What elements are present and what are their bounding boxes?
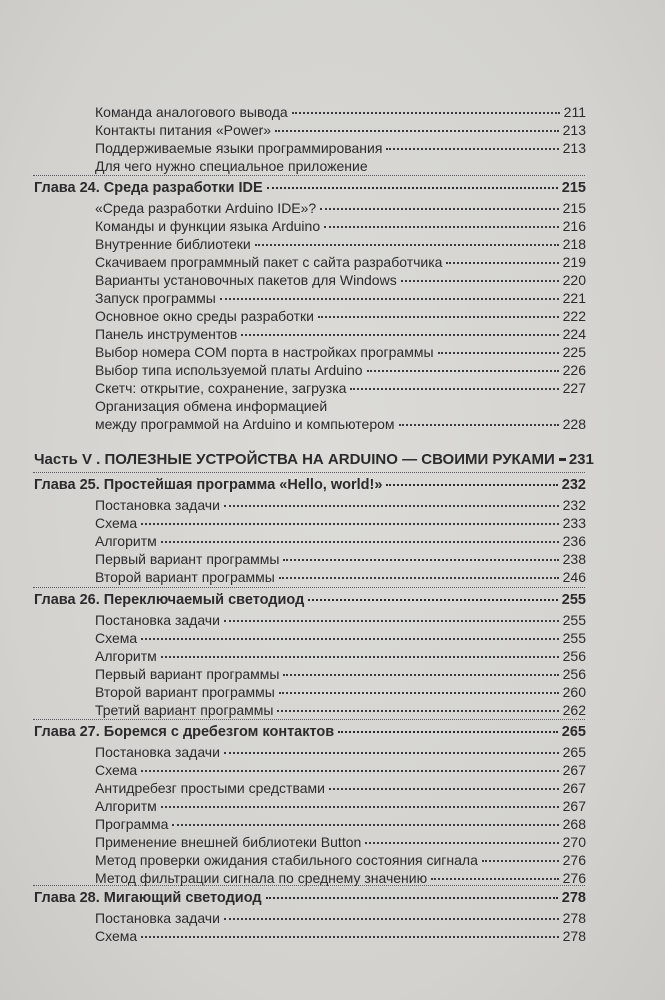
toc-entry[interactable] — [95, 816, 586, 832]
toc-page-number: 267 — [562, 762, 586, 778]
toc-entry[interactable] — [95, 380, 586, 396]
toc-page-number: 268 — [562, 816, 586, 832]
toc-entry[interactable] — [95, 326, 586, 342]
toc-page-number: 219 — [562, 254, 586, 270]
toc-entry[interactable] — [95, 272, 586, 288]
toc-page-number: 224 — [562, 326, 586, 342]
toc-entry-title: Глава 24. Среда разработки IDE — [34, 180, 263, 196]
section-divider — [33, 175, 585, 176]
section-divider — [33, 885, 585, 886]
dot-leader — [324, 226, 559, 228]
toc-page-number: 222 — [562, 308, 586, 324]
toc-entry-title: Для чего нужно специальное приложение — [95, 158, 368, 174]
toc-entry[interactable] — [95, 416, 586, 432]
dot-leader — [275, 130, 559, 132]
toc-part-entry[interactable] — [34, 451, 594, 468]
toc-entry-title: Первый вариант программы — [95, 551, 280, 567]
dot-leader — [172, 824, 558, 826]
dot-leader — [559, 458, 565, 461]
toc-entry[interactable] — [95, 140, 586, 156]
toc-entry-title: Глава 27. Боремся с дребезгом контактов — [34, 724, 335, 740]
toc-entry-title: между программой на Arduino и компьютером — [95, 416, 395, 432]
toc-entry-title: Глава 26. Переключаемый светодиод — [34, 592, 305, 608]
toc-entry-title: Схема — [95, 762, 138, 778]
dot-leader — [279, 692, 559, 694]
toc-chapter-entry[interactable] — [34, 592, 586, 608]
toc-entry-title: Команды и функции языка Arduino — [95, 218, 321, 234]
toc-page-number: 238 — [562, 551, 586, 567]
toc-entry[interactable] — [95, 630, 586, 646]
toc-entry[interactable] — [95, 928, 586, 944]
dot-leader — [267, 187, 558, 189]
toc-entry[interactable] — [95, 122, 586, 138]
toc-entry[interactable] — [95, 870, 586, 886]
dot-leader — [482, 860, 559, 862]
toc-entry-title: Команда аналогового вывода — [95, 104, 288, 120]
toc-page-number: 226 — [562, 362, 586, 378]
toc-entry-title: Варианты установочных пакетов для Windows — [95, 272, 397, 288]
dot-leader — [283, 674, 558, 676]
toc-page-number: 267 — [562, 798, 586, 814]
toc-entry-title: Метод фильтрации сигнала по среднему значению — [95, 870, 428, 886]
toc-chapter-entry[interactable] — [34, 477, 586, 493]
dot-leader — [224, 918, 559, 920]
toc-entry[interactable] — [95, 200, 586, 216]
dot-leader — [386, 484, 557, 486]
toc-entry-title: Антидребезг простыми средствами — [95, 780, 325, 796]
toc-page-number: 267 — [562, 780, 586, 796]
toc-entry[interactable] — [95, 308, 586, 324]
toc-page-number: 228 — [562, 416, 586, 432]
toc-entry[interactable] — [95, 104, 586, 120]
toc-page-number: 278 — [562, 928, 586, 944]
toc-entry-title: Схема — [95, 928, 138, 944]
dot-leader — [141, 770, 558, 772]
toc-page-number: 256 — [562, 666, 586, 682]
toc-entry-title: Второй вариант программы — [95, 569, 275, 585]
dot-leader — [141, 936, 558, 938]
toc-page-number: 236 — [562, 533, 586, 549]
toc-entry-title: Применение внешней библиотеки Button — [95, 834, 362, 850]
toc-page-number: 276 — [562, 852, 586, 868]
toc-page-number: 216 — [562, 218, 586, 234]
toc-entry[interactable] — [95, 362, 586, 378]
toc-page-number: 231 — [568, 451, 594, 468]
toc-page-number: 260 — [562, 684, 586, 700]
toc-entry[interactable] — [95, 344, 586, 360]
toc-entry-title: Основное окно среды разработки — [95, 308, 315, 324]
dot-leader — [241, 334, 558, 336]
dot-leader — [350, 388, 558, 390]
toc-page-number: 233 — [562, 515, 586, 531]
toc-entry-title: Алгоритм — [95, 648, 157, 664]
toc-entry[interactable] — [95, 666, 586, 682]
toc-entry[interactable] — [95, 762, 586, 778]
toc-entry-title: Скачиваем программный пакет с сайта разработчика — [95, 254, 443, 270]
toc-entry[interactable] — [95, 702, 586, 718]
toc-entry-title: Алгоритм — [95, 533, 157, 549]
toc-page-number: 232 — [562, 497, 586, 513]
toc-entry-title: Скетч: открытие, сохранение, загрузка — [95, 380, 347, 396]
dot-leader — [365, 842, 558, 844]
section-divider — [33, 587, 585, 588]
dot-leader — [141, 638, 558, 640]
toc-page-number: 278 — [562, 910, 586, 926]
toc-entry-title: Схема — [95, 630, 138, 646]
toc-entry-title: Постановка задачи — [95, 744, 220, 760]
dot-leader — [161, 806, 559, 808]
toc-entry[interactable] — [95, 780, 586, 796]
toc-entry-title: Метод проверки ожидания стабильного состояния сигнала — [95, 852, 478, 868]
toc-page-number: 213 — [562, 122, 586, 138]
toc-page-number: 265 — [562, 744, 586, 760]
toc-entry[interactable] — [95, 834, 586, 850]
toc-entry[interactable] — [95, 254, 586, 270]
dot-leader — [401, 280, 559, 282]
dot-leader — [283, 559, 558, 561]
toc-entry[interactable] — [95, 910, 586, 926]
toc-entry-title: Схема — [95, 515, 138, 531]
toc-chapter-entry[interactable] — [34, 180, 586, 196]
toc-page-number: 221 — [562, 290, 586, 306]
dot-leader — [161, 541, 559, 543]
dot-leader — [308, 599, 558, 601]
toc-entry-title: Постановка задачи — [95, 612, 220, 628]
dot-leader — [224, 752, 559, 754]
toc-page-number: 225 — [562, 344, 586, 360]
dot-leader — [266, 897, 558, 899]
toc-entry-title: Выбор номера COM порта в настройках программы — [95, 344, 434, 360]
dot-leader — [292, 112, 560, 114]
toc-entry-title: Поддерживаемые языки программирования — [95, 140, 383, 156]
toc-page-number: 232 — [561, 477, 586, 493]
toc-entry[interactable] — [95, 533, 586, 549]
toc-entry[interactable] — [95, 551, 586, 567]
toc-page-number: 215 — [561, 180, 586, 196]
toc-entry[interactable] — [95, 398, 586, 414]
toc-entry[interactable] — [95, 290, 586, 306]
toc-page-number: 255 — [561, 592, 586, 608]
toc-page-number: 218 — [562, 236, 586, 252]
toc-page-number: 211 — [563, 104, 586, 120]
toc-entry-title: Постановка задачи — [95, 910, 220, 926]
dot-leader — [329, 788, 559, 790]
toc-entry[interactable] — [95, 744, 586, 760]
toc-page-number: 255 — [562, 612, 586, 628]
toc-entry[interactable] — [95, 648, 586, 664]
toc-entry-title: Глава 25. Простейшая программа «Hello, world!» — [34, 477, 383, 493]
section-divider — [33, 719, 585, 720]
toc-entry-title: Часть V . ПОЛЕЗНЫЕ УСТРОЙСТВА НА ARDUINO — СВОИМИ РУКАМИ — [34, 451, 555, 468]
toc-page-number: 256 — [562, 648, 586, 664]
dot-leader — [386, 148, 558, 150]
dot-leader — [141, 523, 558, 525]
toc-chapter-entry[interactable] — [34, 724, 586, 740]
dot-leader — [161, 656, 559, 658]
dot-leader — [279, 577, 559, 579]
dot-leader — [367, 370, 559, 372]
toc-entry-title: Глава 28. Мигающий светодиод — [34, 890, 262, 906]
dot-leader — [399, 424, 559, 426]
toc-page-number: 213 — [562, 140, 586, 156]
toc-page-number: 215 — [562, 200, 586, 216]
toc-page-number: 270 — [562, 834, 586, 850]
toc-entry-title: Третий вариант программы — [95, 702, 274, 718]
dot-leader — [277, 710, 558, 712]
dot-leader — [255, 244, 559, 246]
dot-leader — [224, 505, 559, 507]
toc-entry-title: Второй вариант программы — [95, 684, 275, 700]
toc-entry-title: Панель инструментов — [95, 326, 238, 342]
toc-entry-title: Внутренние библиотеки — [95, 236, 251, 252]
toc-page-number: 278 — [561, 890, 586, 906]
toc-page-number: 220 — [562, 272, 586, 288]
toc-entry[interactable] — [95, 852, 586, 868]
toc-entry-title: Программа — [95, 816, 169, 832]
dot-leader — [438, 352, 559, 354]
toc-entry-title: «Среда разработки Arduino IDE»? — [95, 200, 317, 216]
dot-leader — [224, 620, 559, 622]
toc-page-number: 276 — [562, 870, 586, 886]
toc-entry[interactable] — [95, 569, 586, 585]
dot-leader — [320, 208, 558, 210]
toc-entry-title: Постановка задачи — [95, 497, 220, 513]
dot-leader — [318, 316, 559, 318]
toc-entry-title: Запуск программы — [95, 290, 216, 306]
toc-page-number: 265 — [561, 724, 586, 740]
toc-page-number: 255 — [562, 630, 586, 646]
toc-entry[interactable] — [95, 218, 586, 234]
toc-entry[interactable] — [95, 612, 586, 628]
toc-entry-title: Выбор типа используемой платы Arduino — [95, 362, 363, 378]
toc-entry[interactable] — [95, 497, 586, 513]
section-divider — [33, 472, 585, 473]
toc-page-number: 227 — [562, 380, 586, 396]
toc-entry[interactable] — [95, 236, 586, 252]
toc-entry-title: Алгоритм — [95, 798, 157, 814]
dot-leader — [220, 298, 559, 300]
dot-leader — [446, 262, 558, 264]
toc-page-number: 246 — [562, 569, 586, 585]
toc-entry[interactable] — [95, 798, 586, 814]
toc-entry[interactable] — [95, 158, 586, 174]
dot-leader — [431, 878, 559, 880]
toc-entry[interactable] — [95, 684, 586, 700]
dot-leader — [338, 731, 558, 733]
toc-entry-title: Контакты питания «Power» — [95, 122, 272, 138]
toc-entry[interactable] — [95, 515, 586, 531]
toc-entry-title: Организация обмена информацией — [95, 398, 328, 414]
toc-entry-title: Первый вариант программы — [95, 666, 280, 682]
toc-chapter-entry[interactable] — [34, 890, 586, 906]
toc-page-number: 262 — [562, 702, 586, 718]
